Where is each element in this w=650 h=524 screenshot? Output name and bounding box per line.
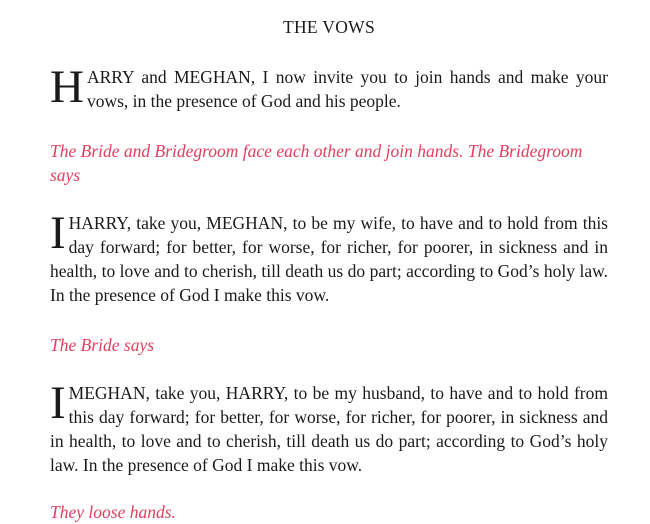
rubric-instruction: The Bride says [50,335,155,355]
dropcap-letter: H [50,61,84,113]
rubric-instruction: They loose hands. [50,502,176,522]
section-title: THE VOWS [282,17,375,37]
bride-vow-text: MEGHAN, take you, HARRY, to be my husband, to have and to hold from this day forward; for better, for worse, for richer, for poorer, in sickness and in health, to love and to cherish, till death us do part; according to God’s holy law. In the presence of God I make this vow. [50,383,608,475]
dropcap-letter: I [50,377,66,429]
intro-paragraph [50,61,608,113]
groom-vow-text: HARRY, take you, MEGHAN, to be my wife, to have and to hold from this day forward; for better, for worse, for richer, for poorer, in sickness and in health, to love and to cherish, till death us do part; according to God’s holy law. In the presence of God I make this vow. [50,213,608,305]
dropcap-letter: I [50,207,66,259]
bride-vow-paragraph [50,377,608,477]
intro-text: ARRY and MEGHAN, I now invite you to join hands and make your vows, in the presence of God and his people. [86,67,608,111]
groom-vow-paragraph [50,207,608,307]
rubric-instruction: The Bride and Bridegroom face each other and join hands. The Bridegroom says [50,141,583,185]
